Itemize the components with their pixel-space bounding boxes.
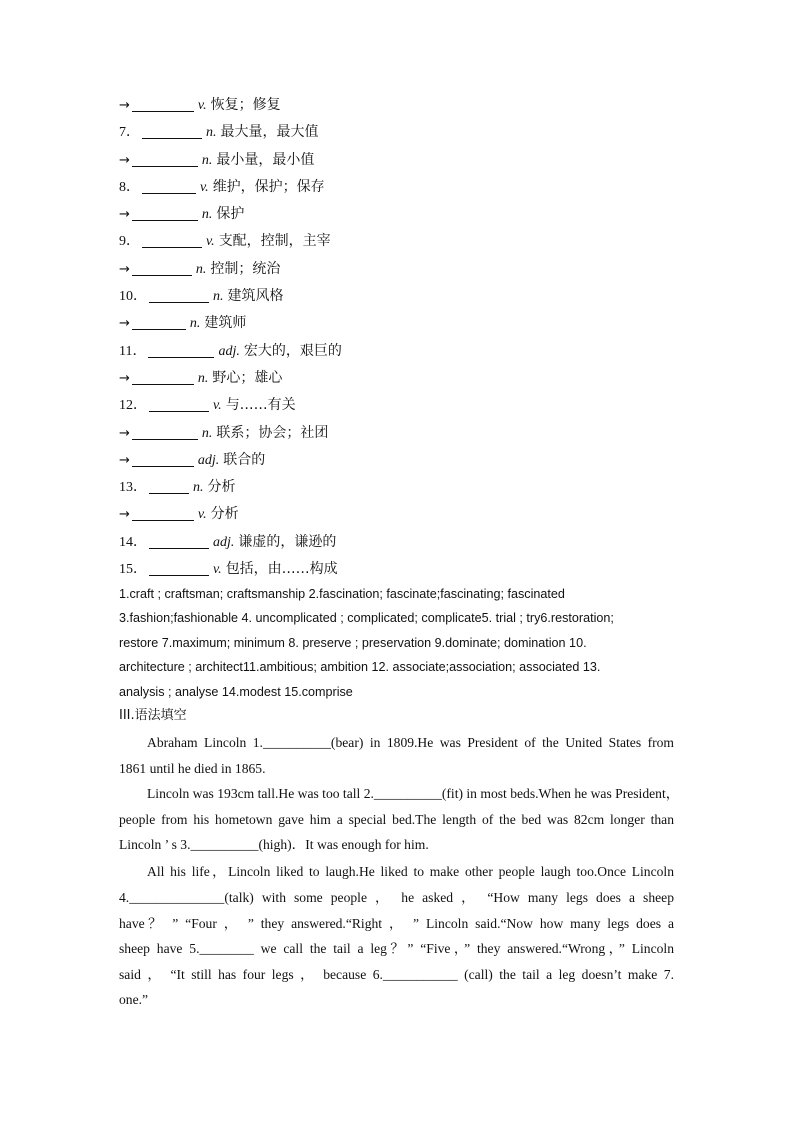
answer-blank[interactable] bbox=[149, 286, 209, 303]
item-number: 12． bbox=[119, 398, 147, 414]
arrow-icon: → bbox=[119, 261, 130, 277]
answer-key-line: analysis ; analyse 14.modest 15.comprise bbox=[119, 684, 353, 699]
passage-line: said ， “It still has four legs ， because 6.___________ (call) the tail a leg doesn’t make 7. bbox=[119, 966, 674, 982]
meaning: 联系；协会；社团 bbox=[216, 424, 329, 441]
part-of-speech: adj. bbox=[213, 534, 235, 550]
meaning: 联合的 bbox=[223, 451, 266, 468]
arrow-icon: → bbox=[119, 316, 130, 332]
answer-blank[interactable] bbox=[132, 368, 194, 385]
passage-line: have？ ” “Four ， ” they answered.“Right ， ” Lincoln said.“Now how many legs does a bbox=[119, 915, 674, 931]
part-of-speech: v. bbox=[200, 179, 209, 195]
meaning: 维护，保护；保存 bbox=[212, 178, 325, 195]
part-of-speech: n. bbox=[206, 125, 217, 141]
answer-blank[interactable] bbox=[142, 122, 202, 139]
vocab-item bbox=[119, 256, 679, 283]
meaning: 野心；雄心 bbox=[212, 369, 283, 386]
section-title: III.语法填空 bbox=[119, 708, 187, 723]
item-number: 13． bbox=[119, 480, 147, 496]
vocab-item bbox=[119, 420, 679, 447]
answer-blank[interactable] bbox=[149, 477, 189, 494]
vocab-item bbox=[119, 392, 679, 419]
arrow-icon: → bbox=[119, 425, 130, 441]
meaning: 控制；统治 bbox=[210, 260, 281, 277]
part-of-speech: v. bbox=[206, 234, 215, 250]
answer-blank[interactable] bbox=[132, 259, 192, 276]
meaning: 最大量，最大值 bbox=[220, 124, 319, 141]
vocab-item bbox=[119, 556, 679, 583]
answer-blank[interactable] bbox=[149, 532, 209, 549]
part-of-speech: n. bbox=[197, 370, 209, 386]
answer-blank[interactable] bbox=[132, 150, 198, 167]
part-of-speech: v. bbox=[213, 398, 222, 414]
meaning: 最小量，最小值 bbox=[216, 151, 315, 168]
vocab-item bbox=[119, 92, 679, 119]
passage-line: 1861 until he died in 1865. bbox=[119, 760, 266, 776]
vocab-item bbox=[119, 283, 679, 310]
item-number: 9． bbox=[119, 234, 140, 250]
vocab-item bbox=[119, 529, 679, 556]
part-of-speech: n. bbox=[201, 207, 213, 223]
answer-key bbox=[119, 582, 679, 704]
item-number: 11． bbox=[119, 343, 147, 359]
part-of-speech: n. bbox=[195, 261, 207, 277]
item-number: 10． bbox=[119, 289, 147, 305]
vocab-item bbox=[119, 228, 679, 255]
answer-blank[interactable] bbox=[132, 204, 198, 221]
arrow-icon: → bbox=[119, 370, 130, 386]
answer-key-line: architecture ; architect11.ambitious; ambition 12. associate;association; associated 13. bbox=[119, 660, 601, 675]
meaning: 保护 bbox=[216, 206, 245, 223]
meaning: 分析 bbox=[207, 479, 236, 496]
meaning: 宏大的，艰巨的 bbox=[243, 342, 342, 359]
vocab-item bbox=[119, 147, 679, 174]
item-number: 7． bbox=[119, 125, 140, 141]
item-number: 14． bbox=[119, 534, 147, 550]
passage-line: sheep have 5.________ we call the tail a leg？” “Five，” they answered.“Wrong，” Lincoln bbox=[119, 941, 674, 957]
part-of-speech: v. bbox=[213, 562, 222, 578]
passage-line: Lincoln ’ s 3.__________(high)．It was enough for him. bbox=[119, 837, 429, 853]
part-of-speech: n. bbox=[213, 289, 224, 305]
vocab-item bbox=[119, 447, 679, 474]
passage-line: 4.______________(talk) with some people ， he asked ， “How many legs does a sheep bbox=[119, 890, 674, 906]
meaning: 分析 bbox=[210, 506, 239, 523]
answer-key-line: 1.craft ; craftsman; craftsmanship 2.fascination; fascinate;fascinating; fascinated bbox=[119, 587, 565, 601]
meaning: 建筑风格 bbox=[227, 288, 284, 305]
answer-blank[interactable] bbox=[142, 177, 196, 194]
vocabulary-list bbox=[119, 92, 679, 583]
meaning: 谦虚的，谦逊的 bbox=[238, 533, 337, 550]
part-of-speech: n. bbox=[193, 480, 204, 496]
part-of-speech: adj. bbox=[218, 343, 240, 359]
arrow-icon: → bbox=[119, 207, 130, 223]
vocab-item bbox=[119, 174, 679, 201]
arrow-icon: → bbox=[119, 452, 130, 468]
arrow-icon: → bbox=[119, 98, 130, 113]
part-of-speech: n. bbox=[189, 316, 201, 332]
answer-blank[interactable] bbox=[148, 341, 214, 358]
vocab-item bbox=[119, 119, 679, 146]
item-number: 8． bbox=[119, 179, 140, 195]
vocab-item bbox=[119, 474, 679, 501]
answer-key-line: restore 7.maximum; minimum 8. preserve ; preservation 9.dominate; domination 10. bbox=[119, 635, 587, 650]
item-number: 15． bbox=[119, 562, 147, 578]
answer-blank[interactable] bbox=[132, 450, 194, 467]
answer-blank[interactable] bbox=[149, 559, 209, 576]
vocab-item bbox=[119, 338, 679, 365]
meaning: 包括，由……构成 bbox=[225, 561, 338, 578]
answer-blank[interactable] bbox=[132, 95, 194, 112]
passage-line: one.” bbox=[119, 992, 149, 1008]
part-of-speech: adj. bbox=[197, 452, 220, 468]
vocab-item bbox=[119, 365, 679, 392]
vocab-item bbox=[119, 310, 679, 337]
vocab-item bbox=[119, 501, 679, 528]
part-of-speech: n. bbox=[201, 152, 213, 168]
passage-line: All his life，Lincoln liked to laugh.He liked to make other people laugh too.Once Lincoln bbox=[147, 864, 674, 880]
arrow-icon: → bbox=[119, 152, 130, 168]
passage-line: Abraham Lincoln 1.__________(bear) in 1809.He was President of the United States from bbox=[147, 735, 674, 750]
grammar-fill-passage bbox=[119, 730, 680, 1013]
vocab-item bbox=[119, 201, 679, 228]
passage-line: Lincoln was 193cm tall.He was too tall 2.__________(fit) in most beds.When he was President， bbox=[147, 786, 680, 802]
answer-blank[interactable] bbox=[132, 504, 194, 521]
part-of-speech: v. bbox=[197, 98, 207, 113]
meaning: 建筑师 bbox=[204, 315, 247, 332]
answer-blank[interactable] bbox=[132, 423, 198, 440]
part-of-speech: n. bbox=[201, 425, 213, 441]
answer-blank[interactable] bbox=[149, 395, 209, 412]
meaning: 恢复；修复 bbox=[210, 97, 281, 113]
answer-key-line: 3.fashion;fashionable 4. uncomplicated ; complicated; complicate5. trial ; try6.restoration; bbox=[119, 611, 614, 626]
meaning: 支配，控制，主宰 bbox=[218, 233, 331, 250]
answer-blank[interactable] bbox=[132, 313, 186, 330]
passage-line: people from his hometown gave him a special bed.The length of the bed was 82cm longer than bbox=[119, 811, 674, 827]
answer-blank[interactable] bbox=[142, 231, 202, 248]
arrow-icon: → bbox=[119, 507, 130, 523]
part-of-speech: v. bbox=[197, 507, 207, 523]
meaning: 与……有关 bbox=[225, 397, 296, 414]
